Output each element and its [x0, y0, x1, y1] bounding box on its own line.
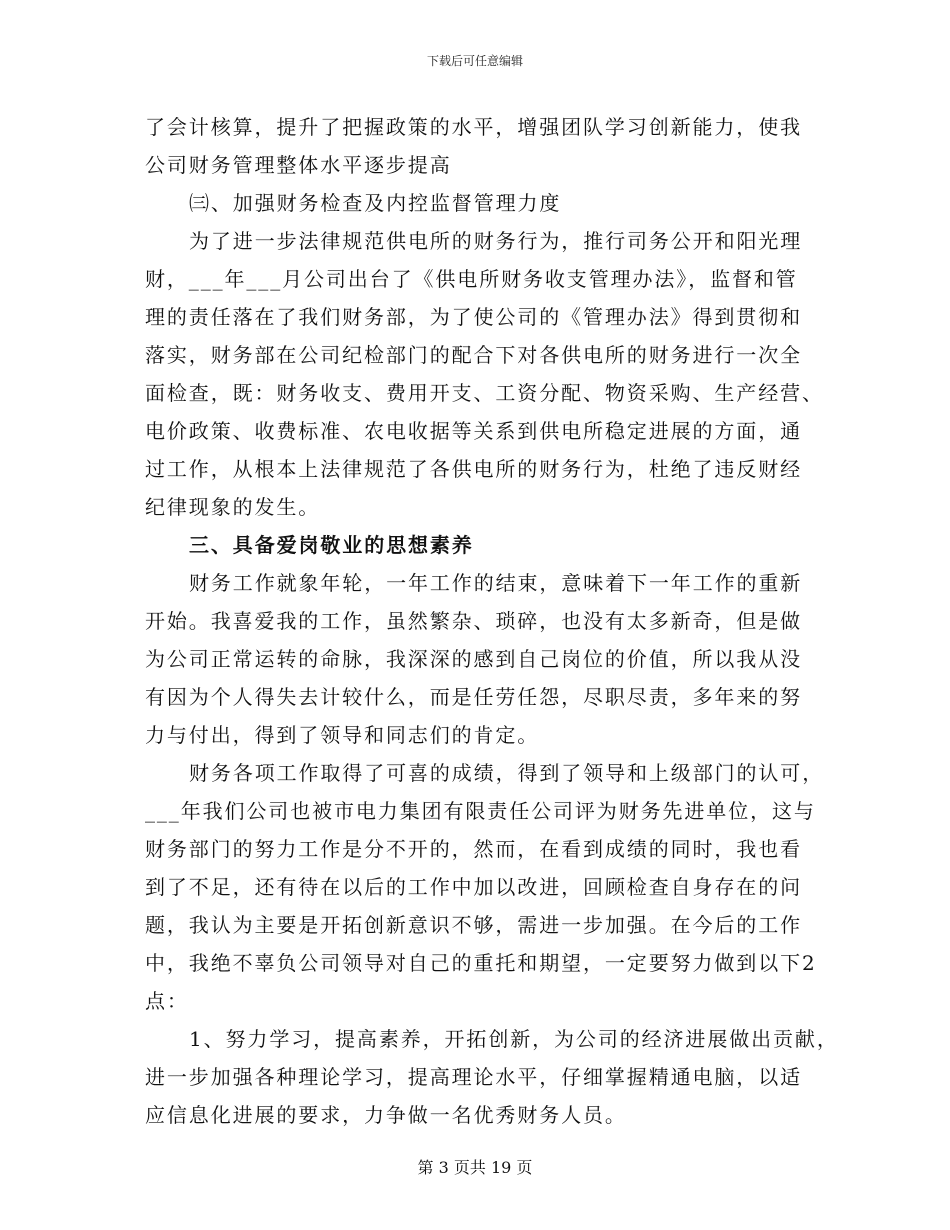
- body-line: 过工作，从根本上法律规范了各供电所的财务行为，杜绝了违反财经: [145, 457, 802, 481]
- body-line: 开始。我喜爱我的工作，虽然繁杂、琐碎，也没有太多新奇，但是做: [145, 609, 802, 633]
- section-heading: 三、具备爱岗敬业的思想素养: [189, 533, 474, 557]
- body-line: 理的责任落在了我们财务部，为了使公司的《管理办法》得到贯彻和: [145, 305, 802, 329]
- body-line: 力与付出，得到了领导和同志们的肯定。: [145, 723, 540, 747]
- body-line: 了会计核算，提升了把握政策的水平，增强团队学习创新能力，使我: [145, 115, 802, 139]
- body-line: ___年我们公司也被市电力集团有限责任公司评为财务先进单位，这与: [145, 799, 816, 823]
- body-line: 应信息化进展的要求，力争做一名优秀财务人员。: [145, 1103, 627, 1127]
- body-line: 财务工作就象年轮，一年工作的结束，意味着下一年工作的重新: [189, 571, 803, 595]
- page-number: 第 3 页共 19 页: [417, 1158, 533, 1177]
- body-line: 点：: [145, 989, 189, 1013]
- body-line: 财务部门的努力工作是分不开的，然而，在看到成绩的同时，我也看: [145, 837, 802, 861]
- body-line: 为了进一步法律规范供电所的财务行为，推行司务公开和阳光理: [189, 229, 803, 253]
- body-line: 有因为个人得失去计较什么，而是任劳任怨，尽职尽责，多年来的努: [145, 685, 802, 709]
- header-note: 下载后可任意编辑: [426, 54, 523, 68]
- body-line: 1、努力学习，提高素养，开拓创新，为公司的经济进展做出贡献，: [189, 1027, 839, 1051]
- body-line: 公司财务管理整体水平逐步提高: [145, 153, 452, 177]
- body-line: 进一步加强各种理论学习，提高理论水平，仔细掌握精通电脑，以适: [145, 1065, 802, 1089]
- body-line: 落实，财务部在公司纪检部门的配合下对各供电所的财务进行一次全: [145, 343, 802, 367]
- body-line: 中，我绝不辜负公司领导对自己的重托和期望，一定要努力做到以下2: [145, 951, 817, 975]
- body-line: 面检查，既：财务收支、费用开支、工资分配、物资采购、生产经营、: [145, 381, 824, 405]
- body-line: 财，___年___月公司出台了《供电所财务收支管理办法》，监督和管: [145, 267, 798, 291]
- body-line: 纪律现象的发生。: [145, 495, 321, 519]
- body-line: 题，我认为主要是开拓创新意识不够，需进一步加强。在今后的工作: [145, 913, 802, 937]
- body-line: 为公司正常运转的命脉，我深深的感到自己岗位的价值，所以我从没: [145, 647, 802, 671]
- document-body: [145, 108, 839, 1134]
- body-line: 电价政策、收费标准、农电收据等关系到供电所稳定进展的方面，通: [145, 419, 802, 443]
- body-line: 到了不足，还有待在以后的工作中加以改进，回顾检查自身存在的问: [145, 875, 802, 899]
- section-subheading: ㈢、加强财务检查及内控监督管理力度: [189, 191, 562, 215]
- body-line: 财务各项工作取得了可喜的成绩，得到了领导和上级部门的认可，: [189, 761, 825, 785]
